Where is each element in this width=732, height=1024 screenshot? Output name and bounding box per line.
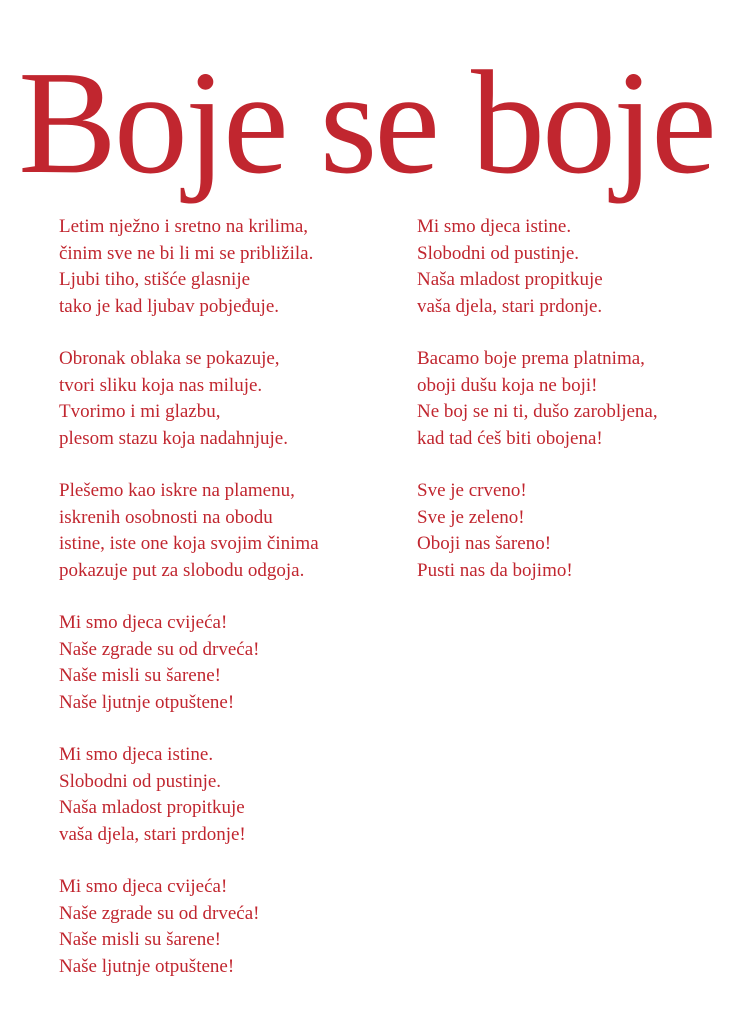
verse-line: Mi smo djeca cvijeća! xyxy=(59,612,228,633)
verse-line: Mi smo djeca istine. xyxy=(59,744,214,765)
right-column xyxy=(417,214,707,610)
verse-line: Sve je zeleno! xyxy=(417,506,525,528)
verse-line: vaša djela, stari prdonje! xyxy=(59,823,246,845)
verse-line: Naša mladost propitkuje xyxy=(59,797,245,818)
verse-line: Slobodni od pustinje. xyxy=(417,242,580,264)
verse-line: istine, iste one koja svojim činima xyxy=(59,533,319,554)
verse-line: Naše ljutnje otpuštene! xyxy=(59,955,235,977)
verse-line: Letim nježno i sretno na krilima, xyxy=(59,216,309,237)
stanza xyxy=(59,214,359,320)
stanza xyxy=(417,478,707,584)
verse-line: Naše misli su šarene! xyxy=(59,929,221,950)
verse-line: Tvorimo i mi glazbu, xyxy=(59,401,221,422)
verse-line: Naše zgrade su od drveća! xyxy=(59,902,260,924)
verse-line: Ljubi tiho, stišće glasnije xyxy=(59,269,251,290)
verse-line: iskrenih osobnosti na obodu xyxy=(59,506,273,528)
poem-title: Boje se boje xyxy=(18,41,714,205)
verse-line: tvori sliku koja nas miluje. xyxy=(59,374,263,396)
verse-line: činim sve ne bi li mi se približila. xyxy=(59,242,314,264)
verse-line: kad tad ćeš biti obojena! xyxy=(417,427,603,449)
stanza xyxy=(59,610,359,716)
verse-line: Naše zgrade su od drveća! xyxy=(59,638,260,660)
stanza xyxy=(59,478,359,584)
verse-line: oboji dušu koja ne boji! xyxy=(417,374,598,396)
verse-line: tako je kad ljubav pobjeđuje. xyxy=(59,295,280,317)
verse-line: Obronak oblaka se pokazuje, xyxy=(59,348,280,369)
verse-line: Mi smo djeca istine. xyxy=(417,216,572,237)
verse-line: Ne boj se ni ti, dušo zarobljena, xyxy=(417,401,658,422)
verse-line: Naše misli su šarene! xyxy=(59,665,221,686)
verse-line: Slobodni od pustinje. xyxy=(59,770,222,792)
stanza xyxy=(59,874,359,980)
verse-line: plesom stazu koja nadahnjuje. xyxy=(59,427,288,449)
stanza xyxy=(417,346,707,452)
verse-line: Naše ljutnje otpuštene! xyxy=(59,691,235,713)
verse-line: Pusti nas da bojimo! xyxy=(417,559,573,581)
verse-line: vaša djela, stari prdonje. xyxy=(417,295,603,317)
verse-line: Oboji nas šareno! xyxy=(417,533,552,554)
left-column xyxy=(59,214,359,1006)
stanza xyxy=(59,346,359,452)
stanza xyxy=(417,214,707,320)
verse-line: Sve je crveno! xyxy=(417,480,527,501)
verse-line: Plešemo kao iskre na plamenu, xyxy=(59,480,295,501)
verse-line: Mi smo djeca cvijeća! xyxy=(59,876,228,897)
stanza xyxy=(59,742,359,848)
verse-line: pokazuje put za slobodu odgoja. xyxy=(59,559,305,581)
verse-line: Bacamo boje prema platnima, xyxy=(417,348,645,369)
verse-line: Naša mladost propitkuje xyxy=(417,269,603,290)
